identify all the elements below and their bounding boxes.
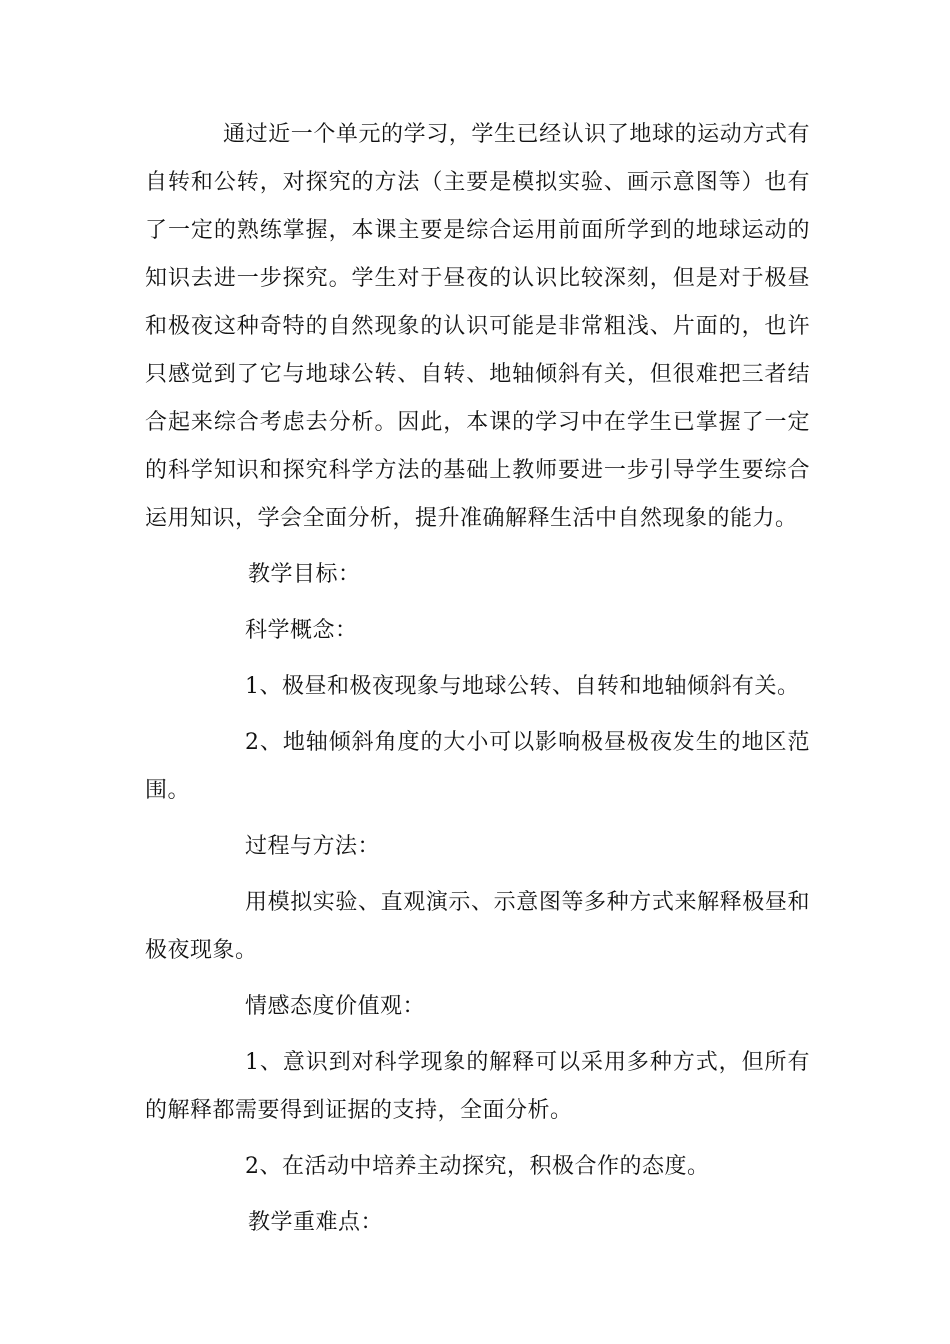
attitude-item-2: 2、在活动中培养主动探究，积极合作的态度。 (245, 1154, 710, 1179)
attitude-item-1: 1、意识到对科学现象的解释可以采用多种方式，但所有的解释都需要得到证据的支持，全面分析。 (145, 1050, 810, 1123)
key-difficulties-heading: 教学重难点： (248, 1210, 384, 1235)
concept-item-2: 2、地轴倾斜角度的大小可以影响极昼极夜发生的地区范围。 (145, 730, 810, 803)
science-concepts-heading: 科学概念： (245, 618, 358, 643)
concept-item-1: 1、极昼和极夜现象与地球公转、自转和地轴倾斜有关。 (245, 674, 800, 699)
teaching-goals-heading: 教学目标： (248, 562, 361, 587)
process-method-item-1: 用模拟实验、直观演示、示意图等多种方式来解释极昼和极夜现象。 (145, 890, 810, 963)
intro-paragraph: 通过近一个单元的学习，学生已经认识了地球的运动方式有自转和公转，对探究的方法（主要是模拟实验、画示意图等）也有了一定的熟练掌握，本课主要是综合运用前面所学到的地球运动的知识去进一步探究。学生对于昼夜的认识比较深刻，但是对于极昼和极夜这种奇特的自然现象的认识可能是非常粗浅、片面的，也许只感觉到了它与地球公转、自转、地轴倾斜有关，但很难把三者结合起来综合考虑去分析。因此，本课的学习中在学生已掌握了一定的科学知识和探究科学方法的基础上教师要进一步引导学生要综合运用知识，学会全面分析，提升准确解释生活中自然现象的能力。 (145, 122, 810, 531)
process-method-heading: 过程与方法： (245, 834, 381, 859)
document-body (145, 111, 810, 1255)
attitude-heading: 情感态度价值观： (245, 994, 426, 1019)
